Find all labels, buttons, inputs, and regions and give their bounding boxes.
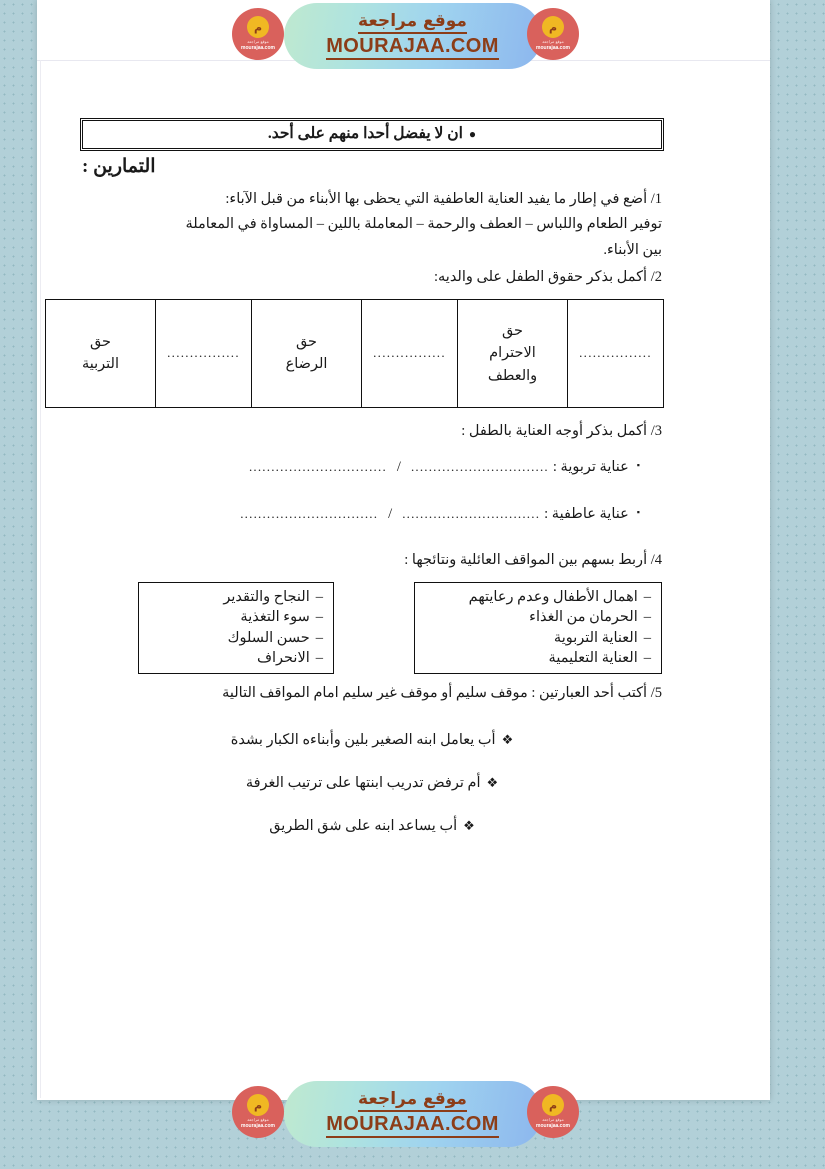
match-item-label: العناية التعليمية	[548, 649, 638, 666]
logo-url-caption: mourajaa.com	[536, 1123, 570, 1130]
child-rights-table	[45, 299, 664, 408]
dash-icon: –	[315, 629, 323, 646]
match-item-label: الانحراف	[256, 649, 310, 666]
cell-line-2: الاحترام	[489, 345, 536, 362]
dash-icon: –	[643, 588, 651, 605]
match-item[interactable]	[149, 587, 323, 607]
quote-statement-box	[82, 120, 662, 149]
match-item[interactable]	[425, 648, 651, 668]
exercise-2-prompt-text: أكمل بذكر حقوق الطفل على والديه:	[433, 269, 648, 286]
dash-icon: –	[315, 609, 323, 626]
cell-line-1: حق	[89, 333, 112, 350]
logo-book-badge-icon: م	[542, 16, 564, 38]
exercise-3-number: 3/	[650, 422, 662, 439]
match-item[interactable]	[425, 607, 651, 627]
page-title: التمارين :	[82, 156, 156, 177]
watermark-pill-bottom	[284, 1081, 542, 1147]
dash-icon: –	[643, 609, 651, 626]
answer-blank-2[interactable]: ...............................	[248, 459, 387, 475]
table-cell-right-breastfeeding	[252, 299, 362, 407]
answer-blank-1[interactable]: ...............................	[410, 459, 549, 475]
watermark-pill-top	[284, 3, 542, 69]
match-item[interactable]	[425, 587, 651, 607]
match-item[interactable]	[149, 607, 323, 627]
square-bullet-icon: ▪	[636, 507, 640, 518]
logo-arabic-caption: موقع مراجعة	[542, 1117, 564, 1123]
blank-dots: ................	[579, 345, 652, 361]
exercise-1-options-line-1: توفير الطعام واللباس – العطف والرحمة – المعاملة باللين – المساواة في المعاملة	[185, 216, 662, 233]
logo-arabic-caption: موقع مراجعة	[542, 39, 564, 45]
logo-book-badge-icon: م	[247, 16, 269, 38]
exercise-3-prompt	[82, 420, 662, 443]
match-item-label: اهمال الأطفال وعدم رعايتهم	[468, 588, 638, 605]
diamond-bullet-icon: ❖	[463, 817, 475, 833]
exercise-3-item-educational	[82, 459, 640, 476]
exercise-5-item-text: أم ترفض تدريب ابنتها على ترتيب الغرفة	[245, 774, 481, 791]
exercise-3-prompt-text: أكمل بذكر أوجه العناية بالطفل :	[461, 422, 648, 439]
diamond-bullet-icon: ❖	[501, 731, 514, 747]
cell-line-3: والعطف	[487, 367, 538, 384]
watermark-arabic-text: موقع مراجعة	[358, 12, 467, 35]
mourajaa-logo-icon-right	[527, 8, 579, 60]
separator-slash: /	[396, 459, 401, 476]
exercise-4-prompt-text: أربط بسهم بين المواقف العائلية ونتائجها :	[404, 552, 648, 569]
header-watermark-banner	[0, 2, 825, 70]
worksheet-content	[82, 120, 662, 835]
table-cell-blank-1[interactable]	[156, 299, 252, 407]
matching-box-situations	[414, 582, 662, 674]
square-bullet-icon: ▪	[636, 460, 640, 471]
quote-statement-text: ان لا يفضل أحدا منهم على أحد.	[267, 125, 463, 142]
watermark-site-url: MOURAJAA.COM	[326, 35, 499, 60]
match-item-label: الحرمان من الغذاء	[529, 609, 638, 626]
logo-url-caption: mourajaa.com	[241, 1123, 275, 1130]
exercise-1-options-line-2: بين الأبناء.	[603, 241, 662, 258]
exercise-1-prompt-text: أضع في إطار ما يفيد العناية العاطفية التي يحظى بها الأبناء من قبل الآباء:	[225, 191, 648, 207]
cell-line-1: حق	[295, 333, 318, 350]
matching-exercise-boxes	[82, 582, 662, 674]
dash-icon: –	[643, 629, 651, 646]
exercise-5-prompt-text: أكتب أحد العبارتين : موقف سليم أو موقف غير سليم امام المواقف التالية	[222, 685, 648, 702]
mourajaa-logo-icon-right	[527, 1086, 579, 1138]
match-item[interactable]	[425, 628, 651, 648]
exercise-1-number: 1/	[650, 191, 662, 207]
exercise-4-number: 4/	[650, 552, 662, 569]
exercise-1-prompt	[82, 188, 662, 211]
logo-url-caption: mourajaa.com	[241, 45, 275, 52]
match-item-label: سوء التغذية	[240, 609, 310, 626]
dash-icon: –	[315, 588, 323, 605]
table-cell-blank-3[interactable]	[568, 299, 664, 407]
mourajaa-logo-icon-left	[232, 8, 284, 60]
fill-label-educational: عناية تربوية :	[552, 459, 629, 476]
match-item[interactable]	[149, 648, 323, 668]
exercise-5-item-3[interactable]	[82, 818, 662, 835]
exercise-4-prompt	[82, 549, 662, 572]
separator-slash: /	[388, 506, 393, 523]
match-item-label: النجاح والتقدير	[223, 588, 310, 605]
logo-book-badge-icon: م	[247, 1094, 269, 1116]
exercise-5-number: 5/	[650, 685, 662, 702]
match-item-label: حسن السلوك	[227, 629, 310, 646]
logo-arabic-caption: موقع مراجعة	[247, 1117, 269, 1123]
matching-box-results	[138, 582, 334, 674]
quote-bullet-icon: ●	[468, 126, 477, 141]
exercise-5-item-text: أب يعامل ابنه الصغير بلين وأبناءه الكبار بشدة	[230, 731, 496, 748]
mourajaa-logo-icon-left	[232, 1086, 284, 1138]
exercise-3-item-emotional	[82, 506, 640, 523]
answer-blank-2[interactable]: ...............................	[240, 506, 379, 522]
watermark-arabic-text: موقع مراجعة	[358, 1090, 467, 1113]
logo-book-badge-icon: م	[542, 1094, 564, 1116]
match-item[interactable]	[149, 628, 323, 648]
cell-line-2: التربية	[81, 356, 119, 373]
table-cell-right-education	[46, 299, 156, 407]
answer-blank-1[interactable]: ...............................	[402, 506, 541, 522]
exercise-2-prompt	[82, 266, 662, 289]
dash-icon: –	[643, 649, 651, 666]
logo-arabic-caption: موقع مراجعة	[247, 39, 269, 45]
footer-watermark-banner	[0, 1080, 825, 1148]
logo-url-caption: mourajaa.com	[536, 45, 570, 52]
table-cell-blank-2[interactable]	[362, 299, 458, 407]
match-item-label: العناية التربوية	[553, 629, 638, 646]
blank-dots: ................	[373, 345, 446, 361]
page-left-edge	[40, 60, 41, 1098]
diamond-bullet-icon: ❖	[486, 774, 499, 790]
fill-label-emotional: عناية عاطفية :	[544, 506, 629, 523]
table-row	[46, 299, 664, 407]
exercise-5-prompt	[82, 682, 662, 705]
cell-line-2: الرضاع	[285, 356, 328, 373]
watermark-site-url: MOURAJAA.COM	[326, 1113, 499, 1138]
dash-icon: –	[315, 649, 323, 666]
blank-dots: ................	[167, 345, 240, 361]
exercise-5-item-1[interactable]	[82, 732, 662, 749]
table-cell-right-respect	[458, 299, 568, 407]
cell-line-1: حق	[501, 322, 524, 339]
exercise-5-item-text: أب يساعد ابنه على شق الطريق	[269, 817, 458, 834]
exercise-5-item-2[interactable]	[82, 775, 662, 792]
exercise-2-number: 2/	[650, 269, 662, 286]
